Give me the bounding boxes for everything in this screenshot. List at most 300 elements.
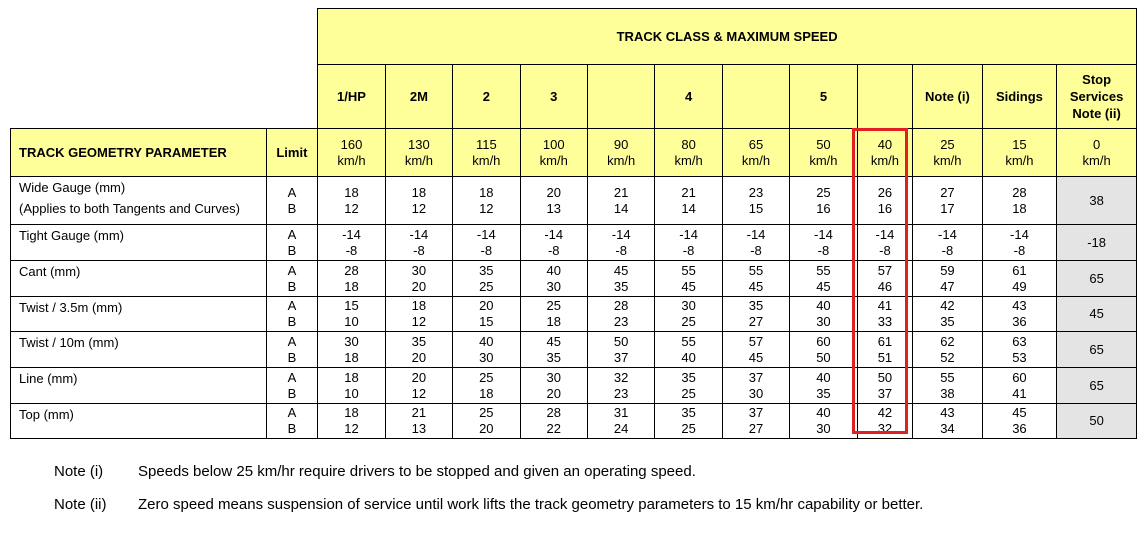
limit-b-value: 17 <box>940 200 955 216</box>
limit-b-value: -8 <box>547 242 560 258</box>
highlight-box-40kmh <box>852 128 908 434</box>
limit-a-value: 26 <box>877 184 893 200</box>
speed-header <box>790 129 857 177</box>
limit-a-value: 28 <box>546 405 561 420</box>
limit-label: B <box>287 314 297 329</box>
limit-b-value: 14 <box>613 200 629 216</box>
limit-a-value: 55 <box>816 262 831 278</box>
value-cell <box>982 404 1057 439</box>
limit-a-value: 31 <box>613 405 629 420</box>
speed-value: 130 <box>408 136 430 152</box>
limit-a-value: 43 <box>940 405 955 420</box>
speed-value: 50 <box>816 136 831 152</box>
limit-b-value: 35 <box>546 349 561 365</box>
limit-a-value: 21 <box>411 405 427 420</box>
limit-b-value: 35 <box>816 385 831 401</box>
value-cell <box>520 225 587 261</box>
limit-a-value: 20 <box>411 369 427 385</box>
limit-b-value: 41 <box>1012 385 1027 401</box>
limit-b-value: -8 <box>480 242 493 258</box>
limit-label: B <box>287 385 297 401</box>
limit-a-value: 40 <box>479 333 494 349</box>
limit-a-value: 28 <box>613 298 629 313</box>
value-cell <box>385 225 452 261</box>
limit-b-value: 18 <box>1012 200 1027 216</box>
limit-a-value: 42 <box>877 405 893 420</box>
limit-b-value: 30 <box>748 385 764 401</box>
limit-a-value: 35 <box>681 369 696 385</box>
note-text: Speeds below 25 km/hr require drivers to be stopped and given an operating speed. <box>138 463 696 480</box>
track-geometry-table <box>10 8 1137 439</box>
value-cell <box>722 261 789 297</box>
value-cell <box>913 261 982 297</box>
limit-cell <box>266 404 318 439</box>
limit-b-value: 36 <box>1012 314 1027 329</box>
limit-b-value: 45 <box>748 278 764 294</box>
speed-unit: km/h <box>607 152 636 168</box>
value-cell <box>318 177 385 225</box>
stop-services-value: 65 <box>1057 332 1137 368</box>
speed-value: 160 <box>340 136 363 152</box>
speed-unit: km/h <box>1082 152 1111 168</box>
limit-b-value: 25 <box>479 278 494 294</box>
limit-b-value: 18 <box>546 314 561 329</box>
limit-b-value: 12 <box>411 385 427 401</box>
value-cell <box>520 368 587 404</box>
speed-value: 90 <box>613 136 629 152</box>
note-label: Note (i) <box>54 463 104 480</box>
limit-a-value: 25 <box>479 369 494 385</box>
limit-a-value: 20 <box>479 298 494 313</box>
parameter-name <box>11 332 267 368</box>
limit-b-value: -8 <box>750 242 762 258</box>
class-header: 2M <box>385 65 452 129</box>
speed-unit: km/h <box>539 152 568 168</box>
table-row <box>11 261 1137 297</box>
value-cell <box>982 261 1057 297</box>
stop-services-value: -18 <box>1057 225 1137 261</box>
limit-a-value: -14 <box>476 226 496 242</box>
limit-a-value: 35 <box>479 262 494 278</box>
limit-a-value: 43 <box>1012 298 1027 313</box>
value-cell <box>655 297 722 332</box>
limit-a-value: 30 <box>411 262 427 278</box>
speed-value: 25 <box>940 136 955 152</box>
limit-a-value: 59 <box>940 262 955 278</box>
value-cell <box>520 261 587 297</box>
limit-b-value: -8 <box>817 242 830 258</box>
limit-label: A <box>287 226 297 242</box>
limit-b-value: 50 <box>816 349 831 365</box>
speed-value: 65 <box>748 136 764 152</box>
limit-a-value: 35 <box>411 333 427 349</box>
speed-header <box>1057 129 1137 177</box>
limit-a-value: 15 <box>344 298 359 313</box>
limit-b-value: 13 <box>546 200 561 216</box>
note-ii <box>54 495 1054 535</box>
limit-b-value: 52 <box>940 349 955 365</box>
limit-b-value: 35 <box>613 278 629 294</box>
value-cell <box>913 404 982 439</box>
limit-b-value: 23 <box>613 314 629 329</box>
limit-b-value: -8 <box>682 242 695 258</box>
limit-a-value: 18 <box>344 405 359 420</box>
limit-column-header: Limit <box>266 129 318 177</box>
limit-a-value: -14 <box>409 226 429 242</box>
limit-label: A <box>287 184 297 200</box>
limit-a-value: 40 <box>816 405 831 420</box>
value-cell <box>982 177 1057 225</box>
parameter-label: Twist / 10m (mm) <box>19 335 119 350</box>
speed-unit: km/h <box>933 152 962 168</box>
limit-b-value: 25 <box>681 421 696 436</box>
limit-label: A <box>287 262 297 278</box>
value-cell <box>722 368 789 404</box>
note-i <box>54 462 1054 482</box>
parameter-name <box>11 297 267 332</box>
value-cell <box>587 177 654 225</box>
param-column-header: TRACK GEOMETRY PARAMETER <box>11 129 267 177</box>
limit-b-value: 12 <box>344 421 359 436</box>
value-cell <box>385 177 452 225</box>
limit-a-value: 21 <box>681 184 696 200</box>
value-cell <box>790 297 857 332</box>
class-header: 4 <box>655 65 722 129</box>
value-cell <box>722 297 789 332</box>
limit-a-value: 55 <box>681 333 696 349</box>
limit-a-value: 37 <box>748 369 764 385</box>
parameter-note: (Applies to both Tangents and Curves) <box>19 201 240 216</box>
value-cell <box>318 404 385 439</box>
limit-a-value: 18 <box>479 184 494 200</box>
limit-a-value: 35 <box>748 298 764 313</box>
value-cell <box>655 225 722 261</box>
limit-a-value: 41 <box>877 298 893 313</box>
limit-a-value: 21 <box>613 184 629 200</box>
limit-a-value: 60 <box>1012 369 1027 385</box>
class-header: Sidings <box>982 65 1057 129</box>
value-cell <box>453 297 520 332</box>
value-cell <box>318 368 385 404</box>
limit-b-value: 12 <box>411 200 427 216</box>
limit-a-value: 37 <box>748 405 764 420</box>
limit-a-value: 60 <box>816 333 831 349</box>
value-cell <box>655 368 722 404</box>
limit-a-value: 28 <box>344 262 359 278</box>
value-cell <box>453 225 520 261</box>
value-cell <box>385 404 452 439</box>
limit-b-value: 20 <box>479 421 494 436</box>
value-cell <box>982 297 1057 332</box>
speed-value: 115 <box>475 136 497 152</box>
limit-b-value: 20 <box>546 385 561 401</box>
value-cell <box>587 261 654 297</box>
parameter-name <box>11 368 267 404</box>
limit-cell <box>266 297 318 332</box>
limit-a-value: -14 <box>1010 226 1029 242</box>
value-cell <box>790 177 857 225</box>
value-cell <box>520 332 587 368</box>
limit-a-value: 30 <box>681 298 696 313</box>
class-header: 5 <box>790 65 857 129</box>
limit-b-value: 27 <box>748 314 764 329</box>
class-header: 3 <box>520 65 587 129</box>
limit-b-value: 53 <box>1012 349 1027 365</box>
limit-a-value: 45 <box>613 262 629 278</box>
speed-value: 0 <box>1093 136 1101 152</box>
value-cell <box>520 177 587 225</box>
speed-value: 40 <box>877 136 893 152</box>
limit-b-value: 45 <box>816 278 831 294</box>
limit-a-value: 55 <box>748 262 764 278</box>
value-cell <box>790 225 857 261</box>
value-cell <box>790 368 857 404</box>
limit-b-value: 45 <box>748 349 764 365</box>
value-cell <box>722 225 789 261</box>
table-row <box>11 225 1137 261</box>
limit-b-value: 22 <box>546 421 561 436</box>
limit-a-value: 18 <box>411 298 427 313</box>
stop-services-value: 50 <box>1057 404 1137 439</box>
value-cell <box>913 225 982 261</box>
speed-unit: km/h <box>870 152 900 168</box>
limit-a-value: 25 <box>546 298 561 313</box>
speed-header <box>913 129 982 177</box>
limit-a-value: 42 <box>940 298 955 313</box>
limit-a-value: 27 <box>940 184 955 200</box>
value-cell <box>453 368 520 404</box>
blank-corner <box>11 9 318 129</box>
stop-services-value: 65 <box>1057 368 1137 404</box>
limit-a-value: 18 <box>344 184 359 200</box>
value-cell <box>790 404 857 439</box>
limit-b-value: 40 <box>681 349 696 365</box>
value-cell <box>655 261 722 297</box>
parameter-name <box>11 225 267 261</box>
limit-b-value: 13 <box>411 421 427 436</box>
speed-unit: km/h <box>741 152 771 168</box>
table-row <box>11 332 1137 368</box>
limit-b-value: 47 <box>940 278 955 294</box>
speed-header <box>318 129 385 177</box>
value-cell <box>982 225 1057 261</box>
limit-b-value: -8 <box>1013 242 1026 258</box>
value-cell <box>453 404 520 439</box>
class-header: 1/HP <box>318 65 385 129</box>
speed-unit: km/h <box>472 152 501 168</box>
limit-a-value: -14 <box>746 226 766 242</box>
class-header: 2 <box>453 65 520 129</box>
limit-a-value: 30 <box>546 369 561 385</box>
limit-a-value: 25 <box>479 405 494 420</box>
limit-b-value: 49 <box>1012 278 1027 294</box>
note-label: Note (ii) <box>54 496 107 513</box>
value-cell <box>453 261 520 297</box>
speed-unit: km/h <box>404 152 433 168</box>
limit-a-value: 20 <box>546 184 561 200</box>
limit-cell <box>266 177 318 225</box>
value-cell <box>318 261 385 297</box>
limit-a-value: 62 <box>940 333 955 349</box>
limit-a-value: -14 <box>938 226 957 242</box>
limit-label: B <box>287 200 297 216</box>
limit-b-value: 12 <box>411 314 427 329</box>
limit-a-value: 57 <box>877 262 893 278</box>
limit-b-value: -8 <box>413 242 425 258</box>
limit-a-value: 18 <box>411 184 427 200</box>
speed-header <box>453 129 520 177</box>
limit-b-value: 14 <box>681 200 696 216</box>
limit-b-value: 15 <box>479 314 494 329</box>
limit-b-value: 24 <box>613 421 629 436</box>
class-header <box>722 65 789 129</box>
limit-b-value: 36 <box>1012 421 1027 436</box>
limit-label: A <box>287 298 297 313</box>
limit-b-value: 12 <box>344 200 359 216</box>
limit-b-value: 37 <box>613 349 629 365</box>
limit-cell <box>266 332 318 368</box>
limit-a-value: -14 <box>679 226 698 242</box>
parameter-name <box>11 404 267 439</box>
limit-b-value: 30 <box>479 349 494 365</box>
speed-value: 100 <box>542 136 565 152</box>
track-class-group-header: TRACK CLASS & MAXIMUM SPEED <box>318 9 1137 65</box>
limit-a-value: -14 <box>875 226 895 242</box>
table-row <box>11 297 1137 332</box>
value-cell <box>655 404 722 439</box>
parameter-label: Cant (mm) <box>19 264 81 279</box>
value-cell <box>655 177 722 225</box>
limit-b-value: 23 <box>613 385 629 401</box>
limit-b-value: 18 <box>479 385 494 401</box>
limit-b-value: 10 <box>344 314 359 329</box>
speed-header <box>722 129 789 177</box>
class-header <box>587 65 654 129</box>
limit-b-value: -8 <box>345 242 358 258</box>
limit-a-value: -14 <box>814 226 833 242</box>
value-cell <box>587 404 654 439</box>
limit-cell <box>266 225 318 261</box>
limit-b-value: 38 <box>940 385 955 401</box>
limit-a-value: 61 <box>877 333 893 349</box>
limit-b-value: 45 <box>681 278 696 294</box>
value-cell <box>318 225 385 261</box>
value-cell <box>722 404 789 439</box>
limit-b-value: -8 <box>879 242 891 258</box>
parameter-label: Twist / 3.5m (mm) <box>19 300 123 315</box>
limit-b-value: 46 <box>877 278 893 294</box>
parameter-name <box>11 177 267 225</box>
limit-b-value: 25 <box>681 385 696 401</box>
speed-value: 80 <box>681 136 696 152</box>
value-cell <box>385 261 452 297</box>
limit-label: B <box>287 421 297 436</box>
limit-a-value: -14 <box>342 226 361 242</box>
speed-header <box>587 129 654 177</box>
limit-cell <box>266 368 318 404</box>
limit-a-value: 50 <box>613 333 629 349</box>
value-cell <box>722 332 789 368</box>
limit-b-value: 27 <box>748 421 764 436</box>
limit-a-value: 55 <box>681 262 696 278</box>
limit-b-value: 16 <box>816 200 831 216</box>
speed-unit: km/h <box>1005 152 1034 168</box>
value-cell <box>385 368 452 404</box>
value-cell <box>913 368 982 404</box>
limit-a-value: 32 <box>613 369 629 385</box>
speed-unit: km/h <box>674 152 703 168</box>
limit-b-value: 20 <box>411 278 427 294</box>
limit-b-value: 16 <box>877 200 893 216</box>
limit-a-value: 40 <box>816 369 831 385</box>
value-cell <box>913 332 982 368</box>
limit-b-value: 18 <box>344 278 359 294</box>
limit-a-value: 50 <box>877 369 893 385</box>
limit-a-value: 25 <box>816 184 831 200</box>
value-cell <box>587 368 654 404</box>
limit-a-value: 18 <box>344 369 359 385</box>
value-cell <box>722 177 789 225</box>
parameter-label: Wide Gauge (mm) <box>19 180 126 195</box>
limit-b-value: 30 <box>816 314 831 329</box>
parameter-label: Line (mm) <box>19 371 78 386</box>
limit-a-value: 23 <box>748 184 764 200</box>
limit-label: B <box>287 349 297 365</box>
limit-b-value: 32 <box>877 421 893 436</box>
limit-a-value: 35 <box>681 405 696 420</box>
limit-b-value: 37 <box>877 385 893 401</box>
limit-b-value: -8 <box>941 242 954 258</box>
value-cell <box>520 404 587 439</box>
limit-label: B <box>287 278 297 294</box>
value-cell <box>587 332 654 368</box>
limit-b-value: 33 <box>877 314 893 329</box>
table-row <box>11 368 1137 404</box>
limit-a-value: -14 <box>611 226 631 242</box>
stop-services-value: 45 <box>1057 297 1137 332</box>
value-cell <box>318 297 385 332</box>
limit-b-value: 34 <box>940 421 955 436</box>
value-cell <box>982 332 1057 368</box>
stop-services-value: 38 <box>1057 177 1137 225</box>
limit-label: A <box>287 333 297 349</box>
value-cell <box>520 297 587 332</box>
value-cell <box>587 225 654 261</box>
limit-b-value: 15 <box>748 200 764 216</box>
parameter-name <box>11 261 267 297</box>
value-cell <box>587 297 654 332</box>
limit-b-value: 25 <box>681 314 696 329</box>
limit-a-value: 55 <box>940 369 955 385</box>
limit-b-value: 30 <box>546 278 561 294</box>
value-cell <box>655 332 722 368</box>
value-cell <box>790 261 857 297</box>
limit-a-value: 28 <box>1012 184 1027 200</box>
limit-a-value: 61 <box>1012 262 1027 278</box>
class-header <box>857 65 913 129</box>
limit-a-value: 45 <box>1012 405 1027 420</box>
parameter-label: Tight Gauge (mm) <box>19 228 124 243</box>
limit-b-value: 20 <box>411 349 427 365</box>
value-cell <box>318 332 385 368</box>
value-cell <box>982 368 1057 404</box>
limit-a-value: 40 <box>546 262 561 278</box>
limit-b-value: 18 <box>344 349 359 365</box>
speed-header <box>655 129 722 177</box>
limit-label: A <box>287 369 297 385</box>
speed-header <box>520 129 587 177</box>
limit-b-value: 10 <box>344 385 359 401</box>
